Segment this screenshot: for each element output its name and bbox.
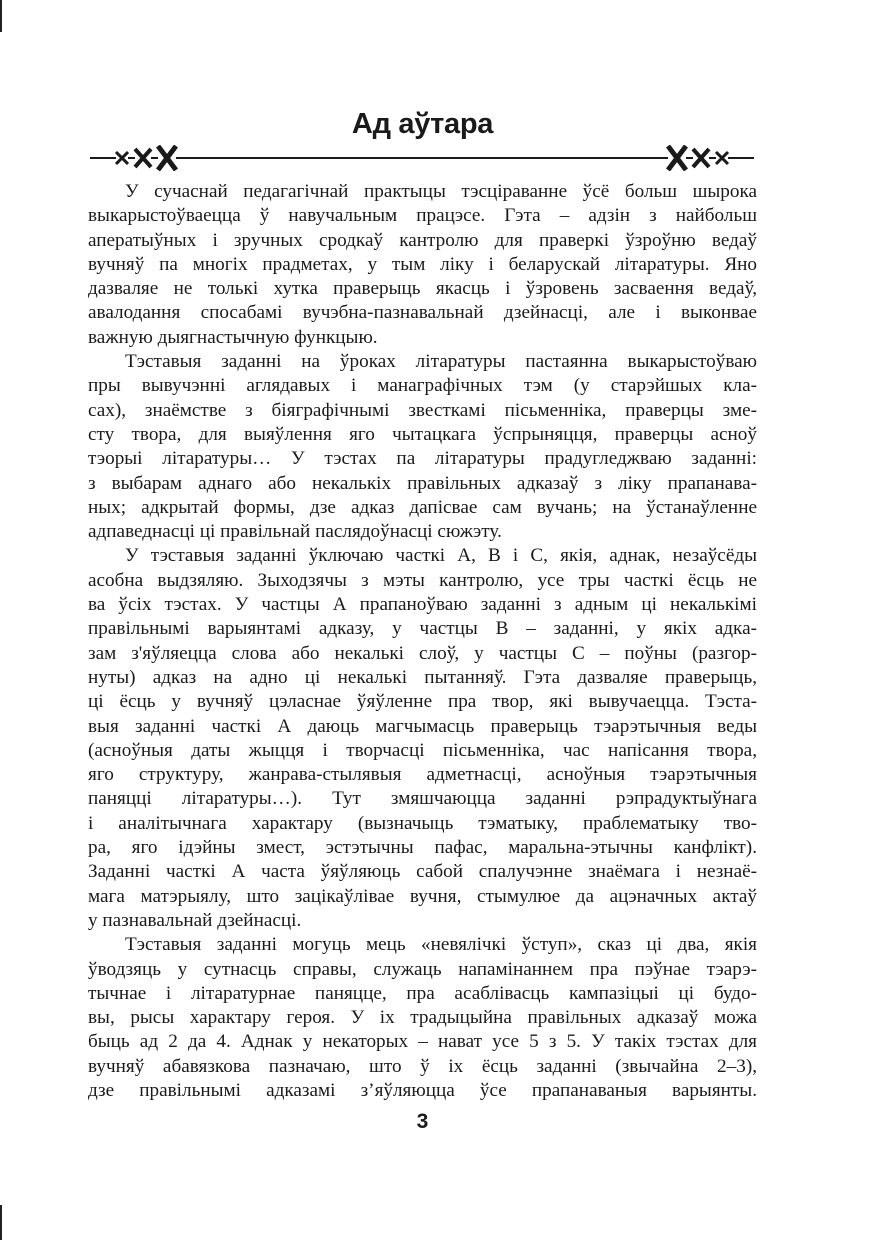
text-line: вучняў па многіх прадметах, у тым ліку і беларускай літаратуры. Яно bbox=[88, 253, 757, 275]
text-line: выя заданні часткі А даюць магчымасць праверыць тэарэтычныя веды bbox=[88, 715, 757, 737]
text-line: ва ўсіх тэстах. У частцы А прапаноўваю заданні з адным ці некалькімі bbox=[88, 594, 757, 616]
text-line: аператыўных і зручных сродкаў кантролю для праверкі ўзроўню ведаў bbox=[88, 229, 757, 251]
text-line: быць ад 2 да 4. Аднак у некаторых – нават усе 5 з 5. У такіх тэстах для bbox=[88, 1031, 757, 1053]
text-line: паняцці літаратуры…). Тут змяшчаюцца заданні рэпрадуктыўнага bbox=[88, 788, 757, 810]
text-line: дзе правільнымі адказамі з’яўляюцца ўсе прапанаваныя варыянты. bbox=[88, 1079, 757, 1101]
ornament-divider bbox=[90, 145, 754, 171]
crop-mark-bottom bbox=[0, 1205, 2, 1240]
text-line: адпаведнасці ці правільнай паслядоўнасці сюжэту. bbox=[88, 521, 502, 543]
text-line: вучняў абавязкова пазначаю, што ў іх ёсць заданні (звычайна 2–3), bbox=[88, 1055, 757, 1077]
text-line: мага матэрыялу, што зацікаўлівае вучня, стымулюе да ацэначных актаў bbox=[88, 885, 757, 907]
text-line: правільнымі варыянтамі адказу, у частцы В – заданні, у якіх адка- bbox=[88, 618, 757, 640]
crop-mark-top bbox=[0, 0, 2, 32]
paragraph bbox=[88, 350, 757, 544]
text-line: з выбарам аднаго або некалькіх правільных адказаў з ліку прапанава- bbox=[88, 472, 757, 494]
text-line: Заданні часткі А часта ўяўляюць сабой спалучэнне знаёмага і незнаё- bbox=[88, 861, 757, 883]
text-line: ці ёсць у вучняў цэласнае ўяўленне пра твор, які вывучаецца. Тэста- bbox=[88, 691, 757, 713]
body-text bbox=[88, 180, 757, 1103]
paragraph bbox=[88, 180, 757, 350]
text-line: ра, яго ідэйны змест, эстэтычны пафас, маральна-этычны канфлікт). bbox=[88, 837, 757, 859]
text-line: авалодання спосабамі вучэбна-пазнавальнай дзейнасці, але і выконвае bbox=[88, 302, 757, 324]
paragraph bbox=[88, 544, 757, 933]
text-line: тэорыі літаратуры… У тэстах па літаратуры прадугледжваю заданні: bbox=[88, 448, 757, 470]
text-line: сту твора, для выяўлення яго чытацкага ўспрыняцця, праверцы асноў bbox=[88, 423, 757, 445]
text-line: тычнае і літаратурнае паняцце, пра асаблівасць кампазіцыі ці будо- bbox=[88, 982, 757, 1004]
text-line: Тэставыя заданні на ўроках літаратуры пастаянна выкарыстоўваю bbox=[125, 351, 757, 373]
text-line: асобна выдзяляю. Зыходзячы з мэты кантролю, усе тры часткі ёсць не bbox=[88, 569, 757, 591]
text-line: ўводзяць у сутнасць справы, служаць напамінаннем пра пэўнае тэарэ- bbox=[88, 958, 757, 980]
text-line: У сучаснай педагагічнай практыцы тэсціраванне ўсё больш шырока bbox=[125, 181, 757, 202]
paragraph bbox=[88, 933, 757, 1103]
page-title: Ад аўтара bbox=[351, 108, 494, 140]
text-line: дазваляе не толькі хутка праверыць якасць і ўзровень засваення ведаў, bbox=[88, 278, 757, 300]
text-line: У тэставыя заданні ўключаю часткі А, В і С, якія, аднак, незаўсёды bbox=[125, 545, 757, 567]
text-line: пры вывучэнні аглядавых і манаграфічных тэм (у старэйшых кла- bbox=[88, 375, 757, 397]
text-line: яго структуру, жанрава-стылявыя адметнасці, асноўныя тэарэтычныя bbox=[88, 764, 757, 786]
text-line: важную дыягнастычную функцыю. bbox=[88, 326, 378, 348]
text-line: нуты) адказ на адно ці некалькі пытанняў. Гэта дазваляе праверыць, bbox=[88, 666, 757, 688]
ornament-left bbox=[116, 146, 176, 170]
page-number: 3 bbox=[416, 1110, 429, 1133]
ornament-right bbox=[668, 146, 728, 170]
text-line: ных; адкрытай формы, дзе адказ дапісвае сам вучань; на ўстанаўленне bbox=[88, 496, 757, 518]
text-line: вы, рысы характару героя. У іх традыцыйна правільных адказаў можа bbox=[88, 1007, 757, 1029]
text-line: зам з'яўляецца слова або некалькі слоў, у частцы С – поўны (разгор- bbox=[88, 642, 757, 664]
text-line: (асноўныя даты жыцця і творчасці пісьменніка, час напісання твора, bbox=[88, 739, 757, 761]
text-line: выкарыстоўваецца ў навучальным працэсе. Гэта – адзін з найбольш bbox=[88, 205, 757, 227]
text-line: Тэставыя заданні могуць мець «невялічкі ўступ», сказ ці два, якія bbox=[125, 934, 757, 956]
text-line: сах), знаёмстве з біяграфічнымі звесткамі пісьменніка, праверцы зме- bbox=[88, 399, 757, 421]
text-line: у пазнавальнай дзейнасці. bbox=[88, 909, 302, 931]
text-line: і аналітычнага характару (вызначыць тэматыку, праблематыку тво- bbox=[88, 812, 757, 834]
